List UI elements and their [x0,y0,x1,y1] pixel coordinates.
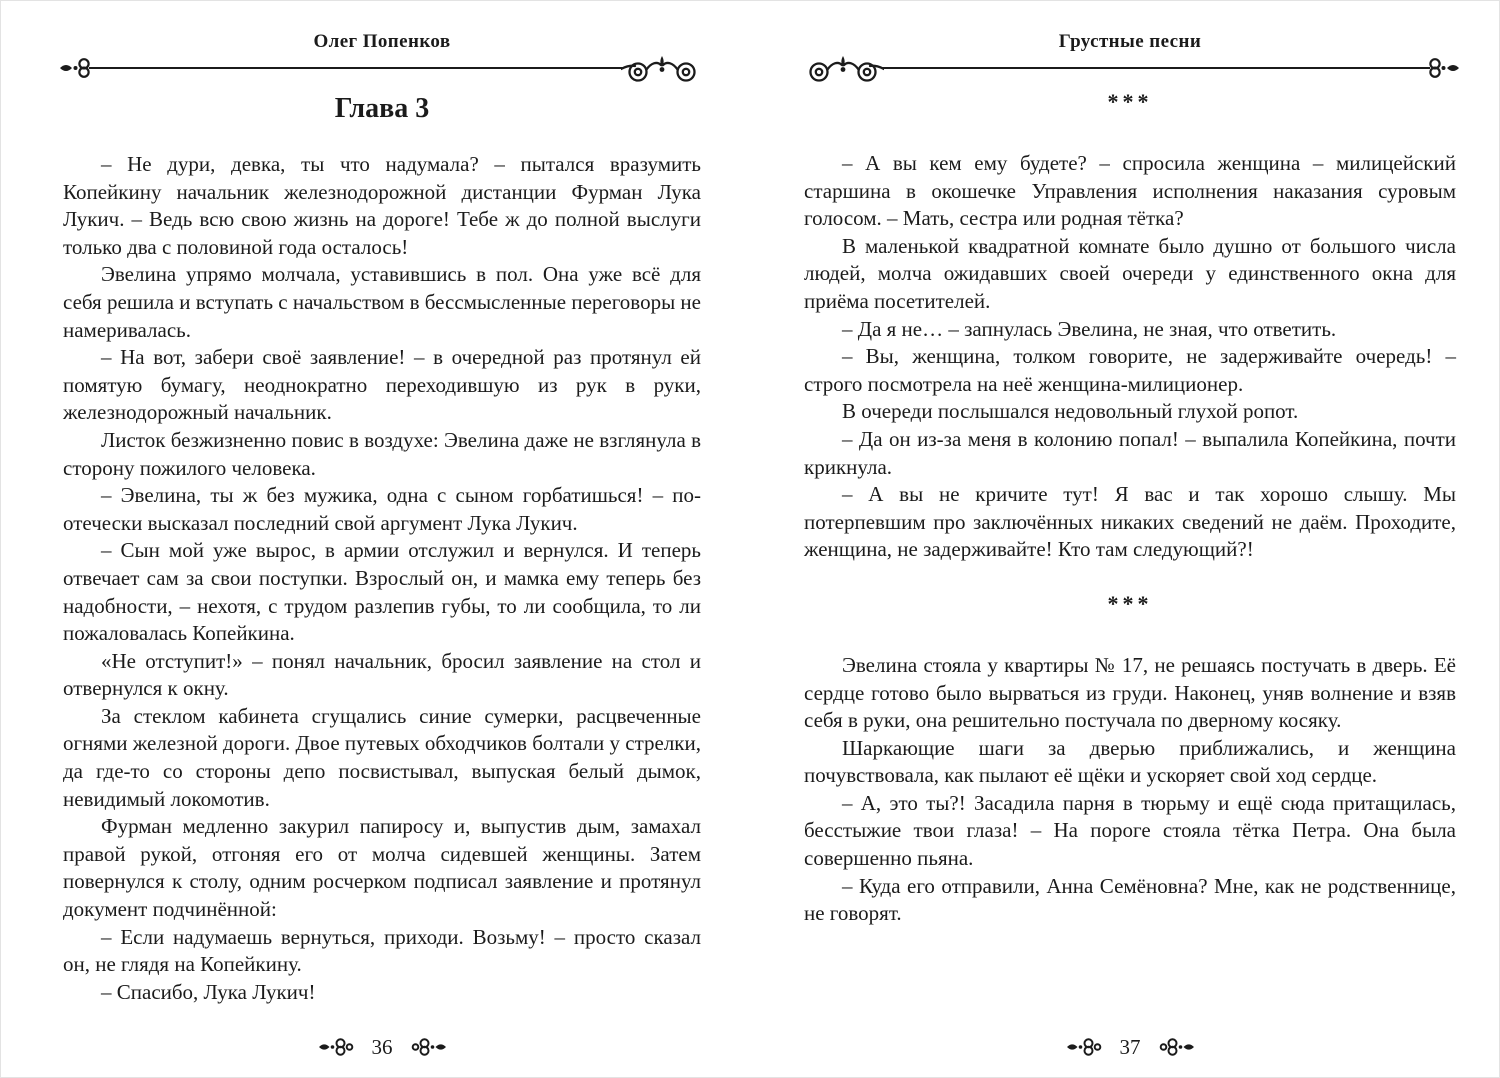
right-page [804,0,1456,1078]
scroll-flourish-icon [802,56,884,86]
paragraph: – На вот, забери своё заявление! – в очередной раз протянул ей помятую бумагу, неоднократно переходившую из рук в руки, железнодорожный начальник. [63,345,701,425]
paragraph: – А вы не кричите тут! Я вас и так хорошо слышу. Мы потерпевшим про заключённых никаких сведений не даём. Проходите, женщина, не задерживайте! Кто там следующий?! [804,482,1456,562]
left-page-text [63,151,701,1006]
header-rule-line [97,67,623,69]
paragraph: В маленькой квадратной комнате было душно от большого числа людей, молча ожидавших своей очереди у единственного окна для приёма посетителей. [804,233,1456,313]
paragraph: – Не дури, девка, ты что надумала? – пытался вразумить Копейкину начальник железнодорожной дистанции Фурман Лука Лукич. – Ведь всю свою жизнь на дороге! Тебе ж до полной выслуги только два с половиной года осталось! [63,152,701,259]
left-page-footer [63,1036,701,1058]
paragraph: – Да он из-за меня в колонию попал! – выпалила Копейкина, почти крикнула. [804,426,1456,479]
right-page-footer [804,1036,1456,1058]
key-flourish-icon [1416,57,1460,79]
paragraph: В очереди послышался недовольный глухой ропот. [842,399,1299,424]
paragraph: За стеклом кабинета сгущались синие сумерки, расцвеченные огнями железной дороги. Двое путевых обходчиков болтали у стрелки, да где-то со стороны депо посвистывал, выпуская белый дымок, невидимый локомотив. [63,703,701,811]
paragraph: – Сын мой уже вырос, в армии отслужил и вернулся. И теперь отвечает сам за свои поступки. Взрослый он, и мамка ему теперь без надобности, – нехотя, с трудом разлепив губы, то ли сообщила, то ли пожаловалась Копейкина. [63,538,701,646]
footer-flourish-left-icon [1066,1038,1106,1056]
paragraph: «Не отступит!» – понял начальник, бросил заявление на стол и отвернулся к окну. [63,648,701,701]
paragraph: Шаркающие шаги за дверью приближались, и женщина почувствовала, как пылают её щёки и ускоряет свой ход сердце. [804,735,1456,788]
page-number: 36 [371,1035,393,1059]
page-number: 37 [1119,1035,1141,1059]
paragraph: – Куда его отправили, Анна Семёновна? Мне, как не родственнице, не говорят. [804,873,1456,926]
paragraph: – А, это ты?! Засадила парня в тюрьму и ещё сюда притащилась, бесстыжие твои глаза! – На пороге стояла тётка Петра. Она была совершенно пьяна. [804,790,1456,871]
header-rule [63,54,701,88]
section-break: *** [1107,89,1153,114]
footer-flourish-right-icon [1155,1038,1195,1056]
left-page [63,0,701,1078]
paragraph: – Эвелина, ты ж без мужика, одна с сыном горбатишься! – по-отечески высказал последний свой аргумент Лука Лукич. [63,483,701,535]
header-rule [804,54,1456,88]
paragraph: – А вы кем ему будете? – спросила женщина – милицейский старшина в окошечке Управления исполнения наказания суровым голосом. – Мать, сестра или родная тётка? [804,151,1456,231]
section-break: *** [1107,590,1153,616]
running-header-book-title: Грустные песни [1058,31,1202,52]
paragraph: Эвелина упрямо молчала, уставившись в пол. Она уже всё для себя решила и вступать с начальством в бессмысленные переговоры не намеривалась. [63,262,701,342]
right-page-text [804,90,1456,928]
paragraph: Листок безжизненно повис в воздухе: Эвелина даже не взглянула в сторону пожилого человека. [63,427,701,480]
running-header-author: Олег Попенков [313,31,451,52]
footer-flourish-right-icon [407,1038,447,1056]
paragraph: Фурман медленно закурил папиросу и, выпустив дым, замахал правой рукой, отгоняя его от молча сидевшей женщины. Затем повернулся к столу, одним росчерком подписал заявление и протянул документ подчинённой: [63,814,701,922]
paragraph: – Вы, женщина, толком говорите, не задерживайте очередь! – строго посмотрела на неё женщина-милиционер. [804,344,1456,396]
right-page-body [804,86,1456,928]
paragraph: – Если надумаешь вернуться, приходи. Возьму! – просто сказал он, не глядя на Копейкину. [63,924,701,977]
paragraph: – Да я не… – запнулась Эвелина, не зная, что ответить. [842,316,1337,341]
paragraph: – Спасибо, Лука Лукич! [101,979,316,1004]
scroll-flourish-icon [621,56,703,86]
footer-flourish-left-icon [318,1038,358,1056]
paragraph: Эвелина стояла у квартиры № 17, не решаясь постучать в дверь. Её сердце готово было вырваться из груди. Наконец, уняв волнение и взяв себя в руки, она решительно постучала по дверному косяку. [804,652,1456,733]
header-rule-line [882,67,1422,69]
chapter-heading: Глава 3 [334,93,430,124]
left-page-body [63,92,701,1006]
